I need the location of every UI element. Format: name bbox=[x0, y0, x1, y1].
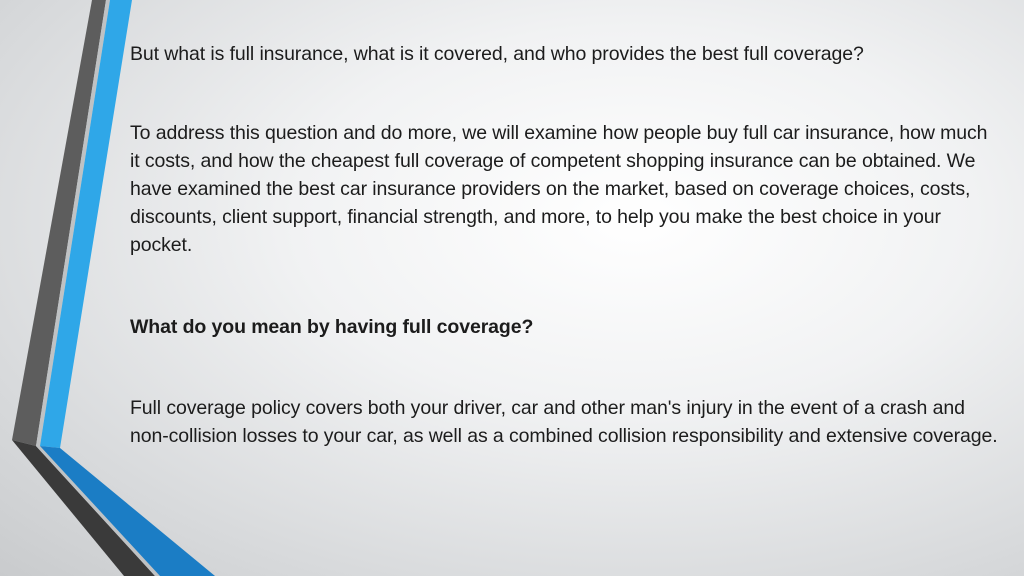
gray-bottom-strip bbox=[36, 446, 160, 576]
definition-paragraph: Full coverage policy covers both your driver, car and other man's injury in the event of a crash and non-collision losses to your car, as well as a combined collision responsibility and extensive coverage. bbox=[130, 397, 998, 447]
body-paragraph: To address this question and do more, we will examine how people buy full car insurance, how much it costs, and how the cheapest full coverage of competent shopping insurance can be obtained. We have examined the best car insurance providers on the market, based on coverage choices, costs, discounts, client support, financial strength, and more, to help you make the best choice in your pocket. bbox=[130, 122, 988, 256]
dark-bottom-bar bbox=[12, 440, 155, 576]
section-heading: What do you mean by having full coverage? bbox=[130, 316, 534, 338]
intro-question: But what is full insurance, what is it covered, and who provides the best full coverage? bbox=[130, 43, 864, 65]
gray-gap-strip bbox=[36, 0, 110, 446]
